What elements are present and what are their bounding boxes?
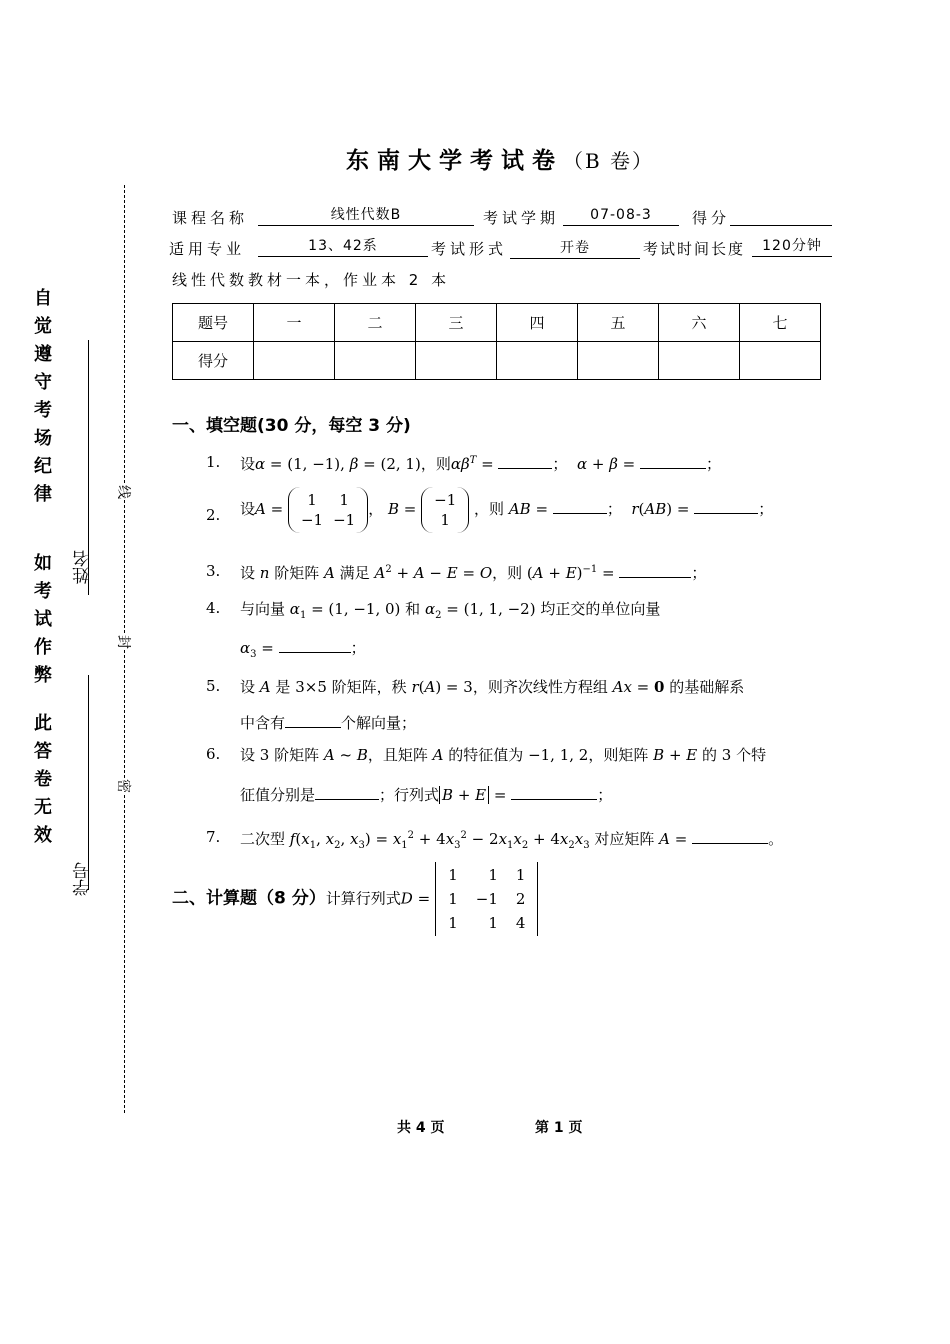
q1-text: 设α = (1, −1), β = (2, 1)，则$\alpha\beta^T$ = ； α + β = ； xyxy=(240,452,721,474)
score-table-header-label: 题号 xyxy=(173,304,254,342)
score-table-col-6: 六 xyxy=(659,304,740,342)
q7-text: 二次型 $f(x_1$, $x_2$, $x_3) = x_1^2 + 4x_3^2 - 2x_1x_2 + 4x_2x_3$ 对应矩阵 A = 。 xyxy=(240,827,783,851)
footer-page-number: 第 1 页 xyxy=(535,1120,583,1136)
score-cell-4[interactable] xyxy=(497,342,578,380)
q6-text-line2: 征值分别是 ；行列式 B + E = ； xyxy=(240,783,612,805)
q3-text: 设 n 阶矩阵 A 满足 $A^2 + A - E = O$，则 $(A + E)^{-1}$ = ； xyxy=(240,561,706,583)
exam-title xyxy=(0,142,950,175)
score-table-col-4: 四 xyxy=(497,304,578,342)
q4-number: 4. xyxy=(206,599,221,617)
matrix-a: 1 1 −1 −1 xyxy=(288,487,368,533)
score-table-col-1: 一 xyxy=(254,304,335,342)
score-cell-6[interactable] xyxy=(659,342,740,380)
score-table-col-3: 三 xyxy=(416,304,497,342)
section1-heading: 一、填空题(30 分，每空 3 分) xyxy=(172,416,411,436)
score-table-col-5: 五 xyxy=(578,304,659,342)
exam-title-variant: （B 卷） xyxy=(562,149,655,173)
seal-mark-secret: 密 xyxy=(110,779,138,793)
q5-number: 5. xyxy=(206,677,221,695)
q3-number: 3. xyxy=(206,562,221,580)
q5-text-line1: 设 A 是 3×5 阶矩阵，秩 r(A) = 3，则齐次线性方程组 Ax = 0 的基础解系 xyxy=(240,678,745,696)
materials-note: 线性代数教材一本，作业本 2 本 xyxy=(172,271,451,289)
determinant-d: 1 1 1 1 −1 2 1 1 4 xyxy=(435,862,538,936)
q2-number: 2. xyxy=(206,506,221,524)
seal-dashed-line xyxy=(124,185,125,1113)
q1-number: 1. xyxy=(206,453,221,471)
section2: 二、计算题（8 分）计算行列式D = 1 1 1 1 −1 2 1 1 4 xyxy=(172,862,538,936)
score-table-score-label: 得分 xyxy=(173,342,254,380)
margin-notice-1: 自觉遵守考场纪律 xyxy=(31,288,52,512)
score-cell-5[interactable] xyxy=(578,342,659,380)
q6-text-line1: 设 3 阶矩阵 A ~ B，且矩阵 A 的特征值为 −1, 1, 2，则矩阵 B + E 的 3 个特 xyxy=(240,746,767,764)
format-value: 开卷 xyxy=(510,238,640,259)
footer-total-pages: 共 4 页 xyxy=(397,1120,445,1136)
score-value xyxy=(730,205,832,226)
term-value: 07-08-3 xyxy=(563,205,679,226)
q4-text-line1: 与向量 $\alpha_1 = (1$, −1, 0) 和 $\alpha_2 = (1$, 1, −2) 均正交的单位向量 xyxy=(240,600,661,621)
course-value: 线性代数B xyxy=(258,205,474,226)
seal-mark-seal: 封 xyxy=(110,635,138,649)
major-value: 13、42系 xyxy=(258,236,428,257)
score-table-col-2: 二 xyxy=(335,304,416,342)
course-label: 课程名称 xyxy=(172,209,249,227)
duration-value: 120分钟 xyxy=(752,236,832,257)
name-line xyxy=(88,340,89,595)
matrix-b: −1 1 xyxy=(421,487,469,533)
margin-notice-2: 如考试作弊 xyxy=(31,553,52,693)
score-cell-3[interactable] xyxy=(416,342,497,380)
score-table-col-7: 七 xyxy=(740,304,821,342)
q6-number: 6. xyxy=(206,745,221,763)
q2-text: 设A = 1 1 −1 −1， B = −1 1 ，则 AB = ； r(AB) = ； xyxy=(240,487,773,533)
score-cell-2[interactable] xyxy=(335,342,416,380)
term-label: 考试学期 xyxy=(483,209,560,227)
section2-heading: 二、计算题（8 分） xyxy=(172,888,326,909)
duration-label: 考试时间长度 xyxy=(643,240,746,258)
student-id-label: 学号 xyxy=(73,862,93,896)
format-label: 考试形式 xyxy=(431,240,508,258)
name-label: 姓名 xyxy=(73,550,93,584)
student-id-line xyxy=(88,675,89,890)
q7-number: 7. xyxy=(206,828,221,846)
q4-text-line2: $\alpha_3$ = ； xyxy=(240,636,366,660)
score-cell-1[interactable] xyxy=(254,342,335,380)
section2-text: 计算行列式 xyxy=(325,889,401,908)
score-table-score-row xyxy=(173,342,821,380)
score-cell-7[interactable] xyxy=(740,342,821,380)
margin-notice-3: 此答卷无效 xyxy=(31,713,52,853)
q5-text-line2: 中含有 个解向量； xyxy=(240,711,416,733)
score-table-header-row xyxy=(173,304,821,342)
major-label: 适用专业 xyxy=(169,240,246,258)
exam-title-main: 东南大学考试卷 xyxy=(345,147,563,174)
score-label: 得分 xyxy=(692,209,731,227)
score-table xyxy=(172,303,821,380)
seal-mark-line: 线 xyxy=(110,485,138,499)
